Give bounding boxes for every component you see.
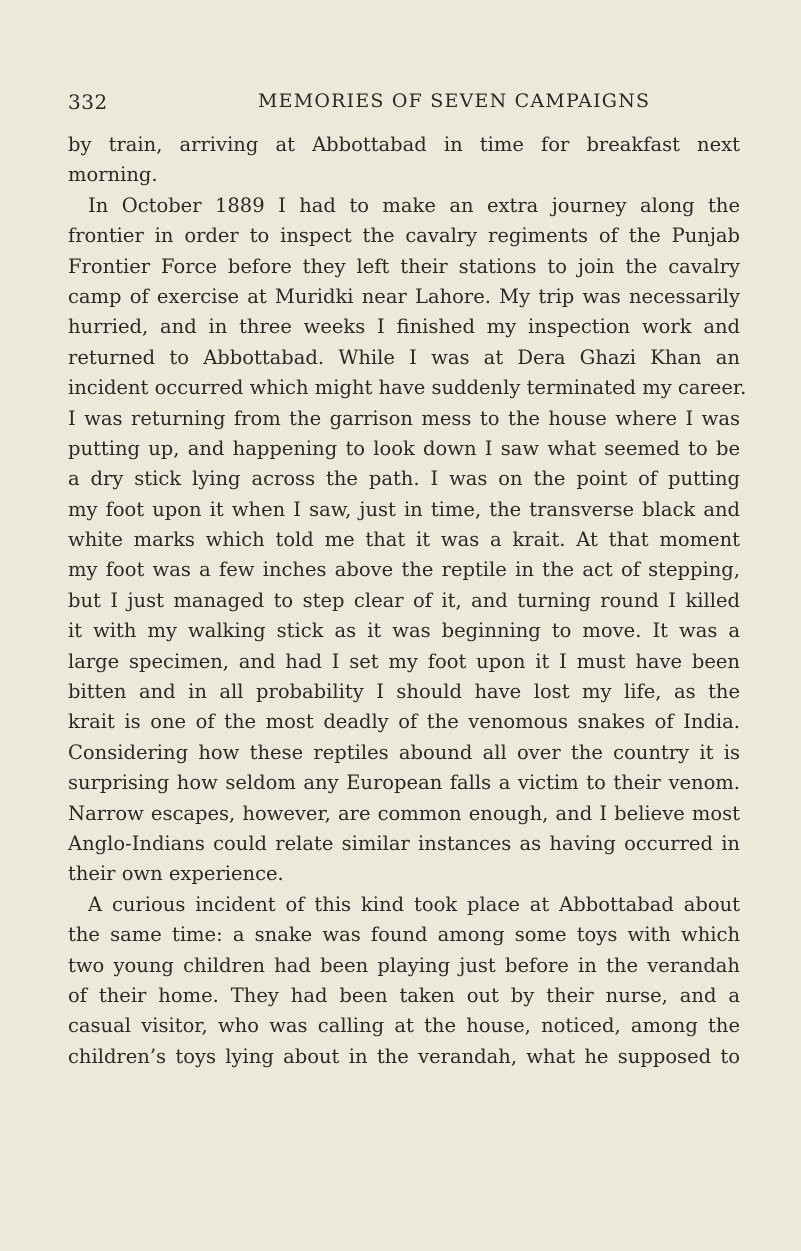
text-line: of their home. They had been taken out by their nurse, and a [68,983,740,1007]
text-line: but I just managed to step clear of it, and turning round I killed [68,588,740,612]
text-line: a dry stick lying across the path. I was on the point of putting [68,467,740,491]
text-line: my foot upon it when I saw, just in time, the transverse black and [68,497,740,521]
text-line: casual visitor, who was calling at the house, noticed, among the [68,1014,740,1038]
text-line: surprising how seldom any European falls a victim to their venom. [68,771,740,795]
text-line: Frontier Force before they left their stations to join the cavalry [68,254,740,278]
text-line: Considering how these reptiles abound all over the country it is [68,740,740,764]
text-line: the same time: a snake was found among some toys with which [68,923,740,947]
text-line: white marks which told me that it was a krait. At that moment [68,528,740,552]
text-line: it with my walking stick as it was beginning to move. It was a [68,619,740,643]
text-line: frontier in order to inspect the cavalry regiments of the Punjab [68,224,740,248]
text-line: bitten and in all probability I should have lost my life, as the [68,680,740,704]
text-line: incident occurred which might have suddenly terminated my career. [68,376,747,400]
text-line: I was returning from the garrison mess to the house where I was [68,406,740,430]
text-line: their own experience. [68,862,284,886]
text-line: children’s toys lying about in the verandah, what he supposed to [68,1044,740,1068]
text-line: In October 1889 I had to make an extra journey along the [88,193,740,217]
text-line: by train, arriving at Abbottabad in time for breakfast next [68,133,740,156]
text-line: Narrow escapes, however, are common enough, and I believe most [68,801,740,825]
page-number: 332 [68,90,108,114]
text-line: camp of exercise at Muridki near Lahore. My trip was necessarily [68,284,740,308]
body-text [68,130,747,1072]
page-header [68,90,740,120]
running-title: MEMORIES OF SEVEN CAMPAIGNS [258,90,651,112]
text-line: morning. [68,163,158,187]
text-line: large specimen, and had I set my foot upon it I must have been [68,649,740,673]
text-line: krait is one of the most deadly of the venomous snakes of India. [68,710,740,734]
text-line: hurried, and in three weeks I finished my inspection work and [68,315,740,339]
text-line: two young children had been playing just before in the verandah [68,953,740,977]
text-line: Anglo-Indians could relate similar instances as having occurred in [68,831,740,855]
text-line: putting up, and happening to look down I saw what seemed to be [68,436,740,460]
text-line: A curious incident of this kind took place at Abbottabad about [88,892,740,916]
text-line: my foot was a few inches above the reptile in the act of stepping, [68,558,740,582]
text-line: returned to Abbottabad. While I was at Dera Ghazi Khan an [68,345,740,369]
